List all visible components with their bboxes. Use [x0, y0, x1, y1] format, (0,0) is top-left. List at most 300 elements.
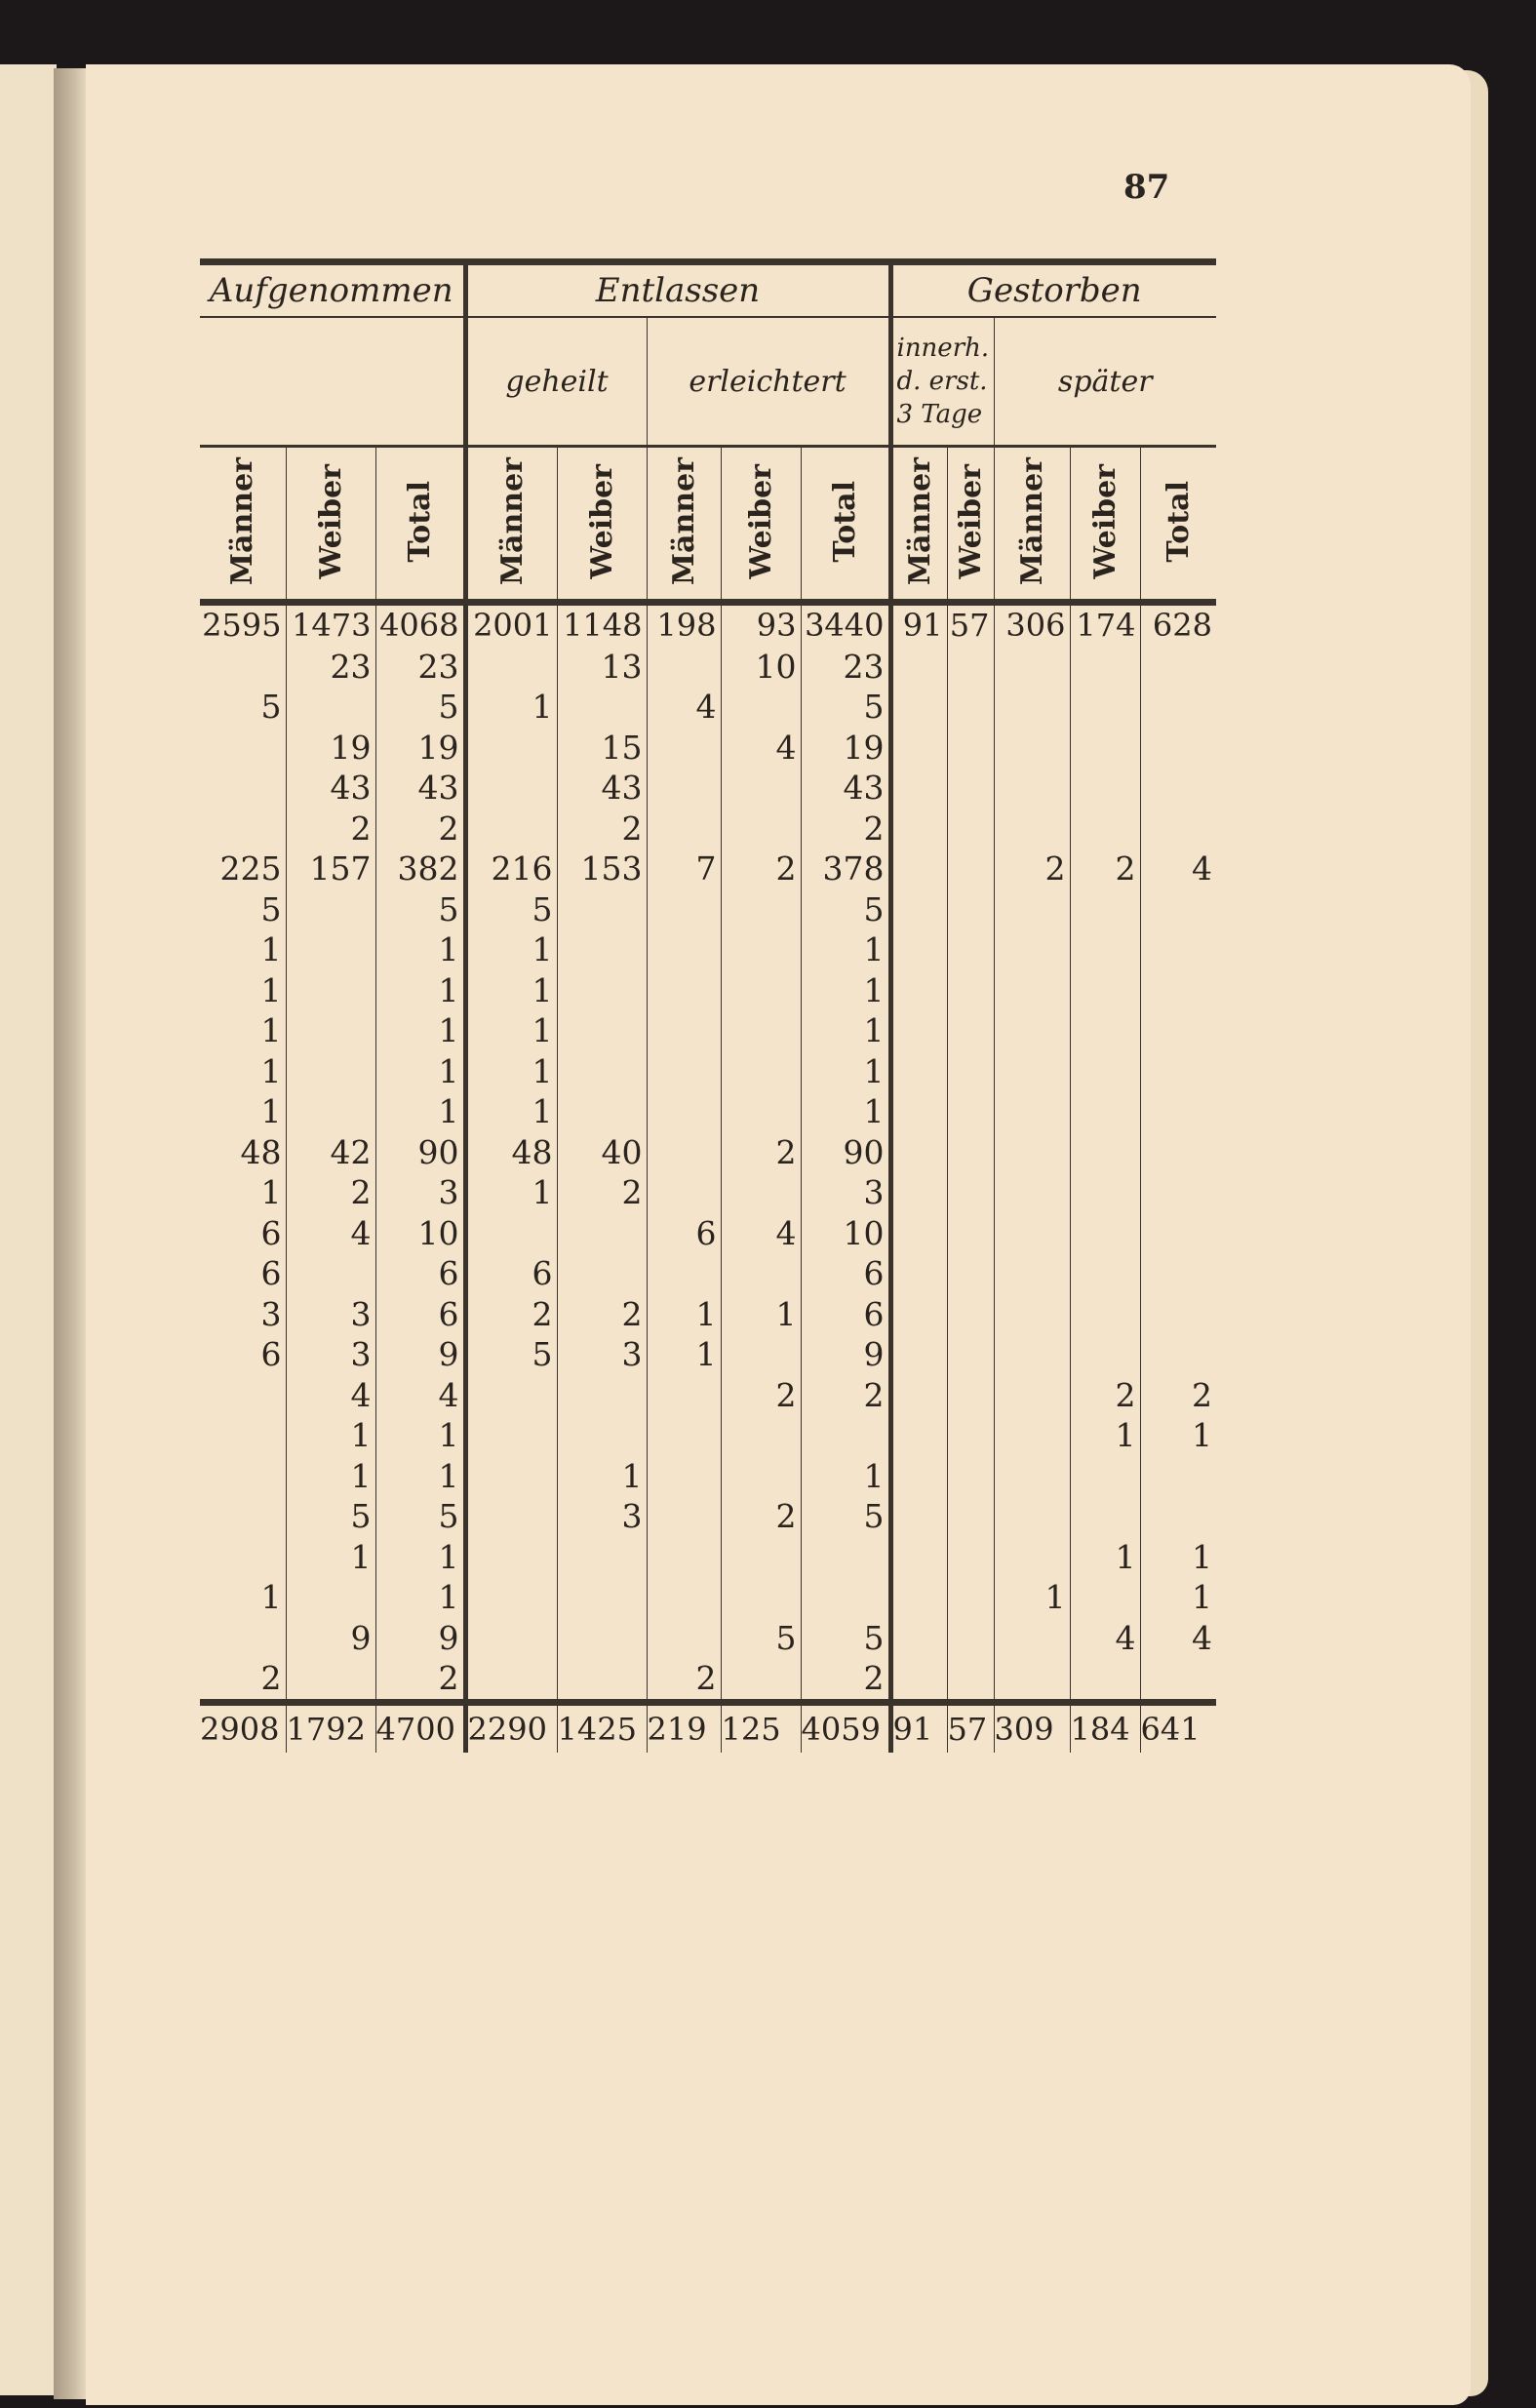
table-cell: [947, 1618, 994, 1659]
table-cell: [286, 970, 375, 1011]
table-cell: 6: [375, 1253, 465, 1294]
table-row: [200, 849, 1216, 889]
table-cell: [1070, 1091, 1140, 1132]
table-cell: [1070, 1456, 1140, 1497]
table-cell: 10: [375, 1213, 465, 1254]
table-cell: [557, 1415, 647, 1456]
table-cell: 1: [465, 1051, 557, 1092]
table-cell: 1: [260, 930, 282, 968]
table-cell: [465, 1577, 557, 1618]
table-cell: 3: [260, 1294, 282, 1333]
table-cell: [994, 1172, 1070, 1213]
table-cell: [1140, 728, 1216, 769]
table-cell: 1: [801, 1051, 890, 1092]
table-cell: [721, 1010, 801, 1051]
table-cell: [647, 1537, 721, 1578]
subgroup-spaeter: später: [994, 317, 1216, 447]
total-cell: 4700: [375, 1702, 465, 1753]
table-cell: [890, 1496, 947, 1537]
table-cell: [200, 768, 286, 809]
table-cell: [647, 647, 721, 688]
subgroup-innerhalb-3-tage: innerh. d. erst. 3 Tage: [890, 317, 994, 447]
table-cell: [286, 1051, 375, 1092]
table-cell: [721, 1172, 801, 1213]
table-cell: [890, 1415, 947, 1456]
table-cell: [286, 687, 375, 728]
table-row: [200, 929, 1216, 970]
table-cell: 6: [260, 1335, 282, 1373]
table-cell: 90: [375, 1132, 465, 1173]
table-cell: [1070, 687, 1140, 728]
table-cell: 10: [721, 647, 801, 688]
total-cell: 1792: [286, 1702, 375, 1753]
table-body: [200, 603, 1216, 1703]
table-cell: [890, 1294, 947, 1335]
table-cell: [647, 1496, 721, 1537]
table-cell: [1070, 1577, 1140, 1618]
table-row: [200, 809, 1216, 849]
table-cell: 5: [801, 1618, 890, 1659]
table-cell: [994, 768, 1070, 809]
table-cell: [557, 970, 647, 1011]
table-cell: 4: [1140, 849, 1216, 889]
table-cell: 2: [801, 1375, 890, 1416]
table-cell: [1070, 1334, 1140, 1375]
table-cell: [1070, 1132, 1140, 1173]
table-cell: [286, 1010, 375, 1051]
table-cell: [1070, 1010, 1140, 1051]
table-cell: [647, 970, 721, 1011]
table-cell: [721, 1253, 801, 1294]
table-cell: 4: [1140, 1618, 1216, 1659]
table-cell: [1140, 1334, 1216, 1375]
table-row: [200, 1456, 1216, 1497]
col-aufgenommen-maenner: Männer: [200, 447, 286, 603]
table-cell: [1140, 687, 1216, 728]
table-cell: [200, 1456, 286, 1497]
table-cell: [1140, 1132, 1216, 1173]
table-cell: 1: [260, 970, 282, 1009]
table-cell: [557, 1537, 647, 1578]
table-cell: [721, 889, 801, 930]
table-cell: [647, 1010, 721, 1051]
table-cell: [994, 1132, 1070, 1173]
table-cell: [200, 728, 286, 769]
col-innerh-maenner: Männer: [890, 447, 947, 603]
table-cell: [1140, 1213, 1216, 1254]
total-cell: 2290: [465, 1702, 557, 1753]
table-cell: [1140, 1496, 1216, 1537]
table-row: [200, 1253, 1216, 1294]
table-cell: 153: [557, 849, 647, 889]
table-cell: 5: [375, 687, 465, 728]
table-cell: [947, 728, 994, 769]
table-cell: 1: [647, 1294, 721, 1335]
table-cell: [890, 1577, 947, 1618]
table-cell: 1: [465, 1091, 557, 1132]
table-cell: 1: [801, 929, 890, 970]
table-cell: 43: [286, 768, 375, 809]
book-gutter: [54, 68, 88, 2399]
table-cell: 174: [1070, 603, 1140, 647]
facing-page-edge: [0, 64, 57, 2395]
table-cell: [557, 1010, 647, 1051]
table-cell: [721, 768, 801, 809]
table-cell: 1: [1140, 1537, 1216, 1578]
table-cell: [994, 1456, 1070, 1497]
total-cell: 184: [1070, 1702, 1140, 1753]
table-cell: 198: [647, 603, 721, 647]
table-cell: [721, 687, 801, 728]
table-cell: [1070, 768, 1140, 809]
table-cell: 6: [801, 1253, 890, 1294]
table-cell: [1140, 1253, 1216, 1294]
table-cell: [465, 1375, 557, 1416]
subgroup-erleichtert: erleichtert: [647, 317, 890, 447]
total-cell: 57: [947, 1702, 994, 1753]
table-cell: [1140, 1658, 1216, 1702]
table-cell: [1140, 1172, 1216, 1213]
table-cell: 4: [1070, 1618, 1140, 1659]
table-row: [200, 1091, 1216, 1132]
table-row: [200, 647, 1216, 688]
table-cell: 5: [801, 1496, 890, 1537]
table-cell: [890, 687, 947, 728]
table-cell: 23: [375, 647, 465, 688]
table-cell: [947, 1496, 994, 1537]
table-cell: 306: [994, 603, 1070, 647]
table-cell: 5: [260, 889, 282, 928]
table-cell: [994, 1010, 1070, 1051]
table-cell: 1: [260, 1011, 282, 1049]
table-cell: [1140, 1294, 1216, 1335]
table-cell: [647, 728, 721, 769]
table-cell: 19: [286, 728, 375, 769]
table-cell: [890, 929, 947, 970]
table-cell: 1: [260, 1051, 282, 1090]
table-cell: [890, 1375, 947, 1416]
table-cell: 2: [721, 1375, 801, 1416]
table-cell: 3: [375, 1172, 465, 1213]
table-cell: 1: [1140, 1415, 1216, 1456]
table-cell: [1070, 970, 1140, 1011]
table-cell: 2: [801, 809, 890, 849]
table-cell: [947, 1213, 994, 1254]
table-row: [200, 1618, 1216, 1659]
table-cell: [557, 687, 647, 728]
table-cell: [721, 970, 801, 1011]
table-cell: 1: [721, 1294, 801, 1335]
table-cell: 2: [375, 809, 465, 849]
table-cell: 3: [557, 1334, 647, 1375]
table-cell: [801, 1577, 890, 1618]
table-cell: [465, 1213, 557, 1254]
table-cell: 378: [801, 849, 890, 889]
table-cell: 5: [375, 889, 465, 930]
table-cell: [1070, 1658, 1140, 1702]
table-cell: [890, 1456, 947, 1497]
table-cell: 2: [1070, 1375, 1140, 1416]
table-cell: 1: [801, 1010, 890, 1051]
table-cell: 1: [465, 687, 557, 728]
table-cell: [890, 647, 947, 688]
table-cell: [890, 1172, 947, 1213]
table-cell: 3: [286, 1334, 375, 1375]
table-row: [200, 1375, 1216, 1416]
table-cell: [721, 1051, 801, 1092]
table-cell: 6: [260, 1254, 282, 1292]
group-entlassen: Entlassen: [465, 262, 890, 318]
table-row: [200, 1658, 1216, 1702]
table-row: [200, 1577, 1216, 1618]
table-cell: [1140, 929, 1216, 970]
table-cell: [465, 728, 557, 769]
total-cell: 2908: [200, 1702, 286, 1753]
table-cell: 5: [286, 1496, 375, 1537]
table-cell: [947, 1415, 994, 1456]
table-cell: 4: [721, 1213, 801, 1254]
table-row: [200, 1213, 1216, 1254]
table-row: [200, 889, 1216, 930]
table-cell: [721, 1577, 801, 1618]
table-cell: [721, 1091, 801, 1132]
table-cell: [890, 1091, 947, 1132]
table-cell: 1: [1070, 1537, 1140, 1578]
table-cell: [1140, 647, 1216, 688]
table-cell: 6: [647, 1213, 721, 1254]
table-cell: [947, 1253, 994, 1294]
table-cell: 2: [721, 1132, 801, 1173]
table-cell: 1: [801, 1456, 890, 1497]
page-number: 87: [1123, 168, 1170, 207]
table-cell: [1070, 1253, 1140, 1294]
table-cell: 9: [286, 1618, 375, 1659]
table-cell: 157: [286, 849, 375, 889]
table-cell: [1070, 889, 1140, 930]
table-cell: 2: [994, 849, 1070, 889]
table-cell: [1140, 1051, 1216, 1092]
table-row: [200, 768, 1216, 809]
table-cell: [890, 1253, 947, 1294]
table-cell: [557, 1658, 647, 1702]
table-cell: 43: [375, 768, 465, 809]
table-cell: 4068: [375, 603, 465, 647]
table-cell: [200, 1496, 286, 1537]
table-cell: [947, 1132, 994, 1173]
total-cell: 1425: [557, 1702, 647, 1753]
group-aufgenommen: Aufgenommen: [200, 262, 465, 318]
table-cell: 1: [260, 1092, 282, 1130]
table-cell: 1: [375, 1051, 465, 1092]
table-cell: [890, 970, 947, 1011]
table-cell: [947, 929, 994, 970]
table-cell: 23: [801, 647, 890, 688]
col-geheilt-weiber: Weiber: [557, 447, 647, 603]
table-cell: [1140, 1091, 1216, 1132]
table-cell: [465, 647, 557, 688]
table-cell: [721, 1415, 801, 1456]
subgroup-geheilt: geheilt: [465, 317, 647, 447]
table-cell: 6: [465, 1253, 557, 1294]
table-cell: [1070, 1213, 1140, 1254]
table-cell: 57: [947, 603, 994, 647]
table-cell: 2: [721, 849, 801, 889]
table-cell: 1: [375, 1010, 465, 1051]
table-cell: [557, 889, 647, 930]
table-cell: [647, 1132, 721, 1173]
table-cell: 19: [801, 728, 890, 769]
table-cell: [994, 1618, 1070, 1659]
table-cell: [200, 1375, 286, 1416]
table-cell: [647, 1415, 721, 1456]
table-cell: 1: [260, 1173, 282, 1211]
table-cell: 1: [1140, 1577, 1216, 1618]
table-cell: 2: [801, 1658, 890, 1702]
table-cell: [286, 1253, 375, 1294]
table-cell: [947, 1091, 994, 1132]
total-cell: 309: [994, 1702, 1070, 1753]
col-spaeter-maenner: Männer: [994, 447, 1070, 603]
table-cell: [1070, 1496, 1140, 1537]
table-cell: [557, 1253, 647, 1294]
column-header-row: [200, 447, 1216, 603]
total-cell: 641: [1140, 1702, 1216, 1753]
table-cell: [890, 728, 947, 769]
col-aufgenommen-total: Total: [375, 447, 465, 603]
table-cell: [994, 1091, 1070, 1132]
table-cell: [557, 929, 647, 970]
col-geheilt-maenner: Männer: [465, 447, 557, 603]
table-cell: 3: [286, 1294, 375, 1335]
table-row: [200, 1537, 1216, 1578]
table-cell: 1: [375, 970, 465, 1011]
table-cell: [947, 1294, 994, 1335]
table-cell: [994, 889, 1070, 930]
table-cell: 5: [465, 889, 557, 930]
table-cell: 1: [801, 1091, 890, 1132]
table-cell: [286, 1091, 375, 1132]
table-cell: 2: [557, 1294, 647, 1335]
table-cell: [1070, 1294, 1140, 1335]
table-cell: [647, 1253, 721, 1294]
table-cell: 3: [557, 1496, 647, 1537]
table-cell: [994, 970, 1070, 1011]
table-cell: [947, 647, 994, 688]
table-cell: 1: [557, 1456, 647, 1497]
table-cell: 3440: [801, 603, 890, 647]
table-cell: 1: [375, 929, 465, 970]
table-cell: [801, 1537, 890, 1578]
table-cell: 382: [375, 849, 465, 889]
table-cell: [647, 1172, 721, 1213]
table-row: [200, 1051, 1216, 1092]
col-aufgenommen-weiber: Weiber: [286, 447, 375, 603]
table-cell: 1: [375, 1537, 465, 1578]
table-cell: [200, 1415, 286, 1456]
table-cell: 5: [801, 889, 890, 930]
table-cell: [721, 1456, 801, 1497]
table-cell: [465, 768, 557, 809]
table-cell: 5: [721, 1618, 801, 1659]
table-cell: [1070, 809, 1140, 849]
table-row: [200, 687, 1216, 728]
table-cell: [947, 1172, 994, 1213]
table-cell: [1140, 1456, 1216, 1497]
table-cell: [465, 1537, 557, 1578]
table-cell: [994, 809, 1070, 849]
table-cell: [647, 809, 721, 849]
table-cell: [890, 1658, 947, 1702]
table-row: [200, 1415, 1216, 1456]
table-cell: [557, 1091, 647, 1132]
table-cell: 2: [721, 1496, 801, 1537]
table-cell: [1140, 809, 1216, 849]
table-cell: 9: [375, 1618, 465, 1659]
table-cell: [947, 687, 994, 728]
table-cell: [1140, 970, 1216, 1011]
table-cell: [1140, 768, 1216, 809]
table-cell: [721, 1334, 801, 1375]
table-cell: [947, 889, 994, 930]
table-row: [200, 1496, 1216, 1537]
table-cell: 3: [801, 1172, 890, 1213]
table-cell: [465, 809, 557, 849]
table-cell: 43: [557, 768, 647, 809]
table-cell: [890, 1618, 947, 1659]
table-cell: [994, 1415, 1070, 1456]
table-cell: 2595: [202, 607, 282, 644]
table-cell: 1: [465, 1010, 557, 1051]
table-cell: 48: [465, 1132, 557, 1173]
col-innerh-weiber: Weiber: [947, 447, 994, 603]
table-cell: 9: [801, 1334, 890, 1375]
table-cell: [1070, 647, 1140, 688]
table-cell: 2: [1140, 1375, 1216, 1416]
table-cell: [647, 1051, 721, 1092]
table-cell: 1: [375, 1456, 465, 1497]
table-cell: [947, 768, 994, 809]
table-cell: [200, 1618, 286, 1659]
table-cell: [286, 1577, 375, 1618]
table-cell: [200, 647, 286, 688]
table-cell: 2: [260, 1659, 282, 1697]
table-cell: [465, 1415, 557, 1456]
table-cell: [647, 768, 721, 809]
table-cell: 1: [375, 1577, 465, 1618]
table-cell: 1: [286, 1456, 375, 1497]
table-cell: 40: [557, 1132, 647, 1173]
table-cell: 1148: [557, 603, 647, 647]
table-cell: [947, 1658, 994, 1702]
table-cell: [947, 970, 994, 1011]
table-cell: [947, 1577, 994, 1618]
table-row: [200, 1172, 1216, 1213]
table-cell: 10: [801, 1213, 890, 1254]
table-cell: 2: [557, 1172, 647, 1213]
table-cell: [1140, 1010, 1216, 1051]
table-cell: [890, 1051, 947, 1092]
table-cell: [557, 1577, 647, 1618]
col-gestorben-total: Total: [1140, 447, 1216, 603]
table-cell: 5: [260, 688, 282, 726]
table-cell: [200, 1537, 286, 1578]
total-cell: 219: [647, 1702, 721, 1753]
table-cell: [286, 929, 375, 970]
table-cell: [890, 1334, 947, 1375]
table-cell: [890, 1537, 947, 1578]
table-cell: 5: [801, 687, 890, 728]
table-cell: 225: [219, 849, 282, 888]
